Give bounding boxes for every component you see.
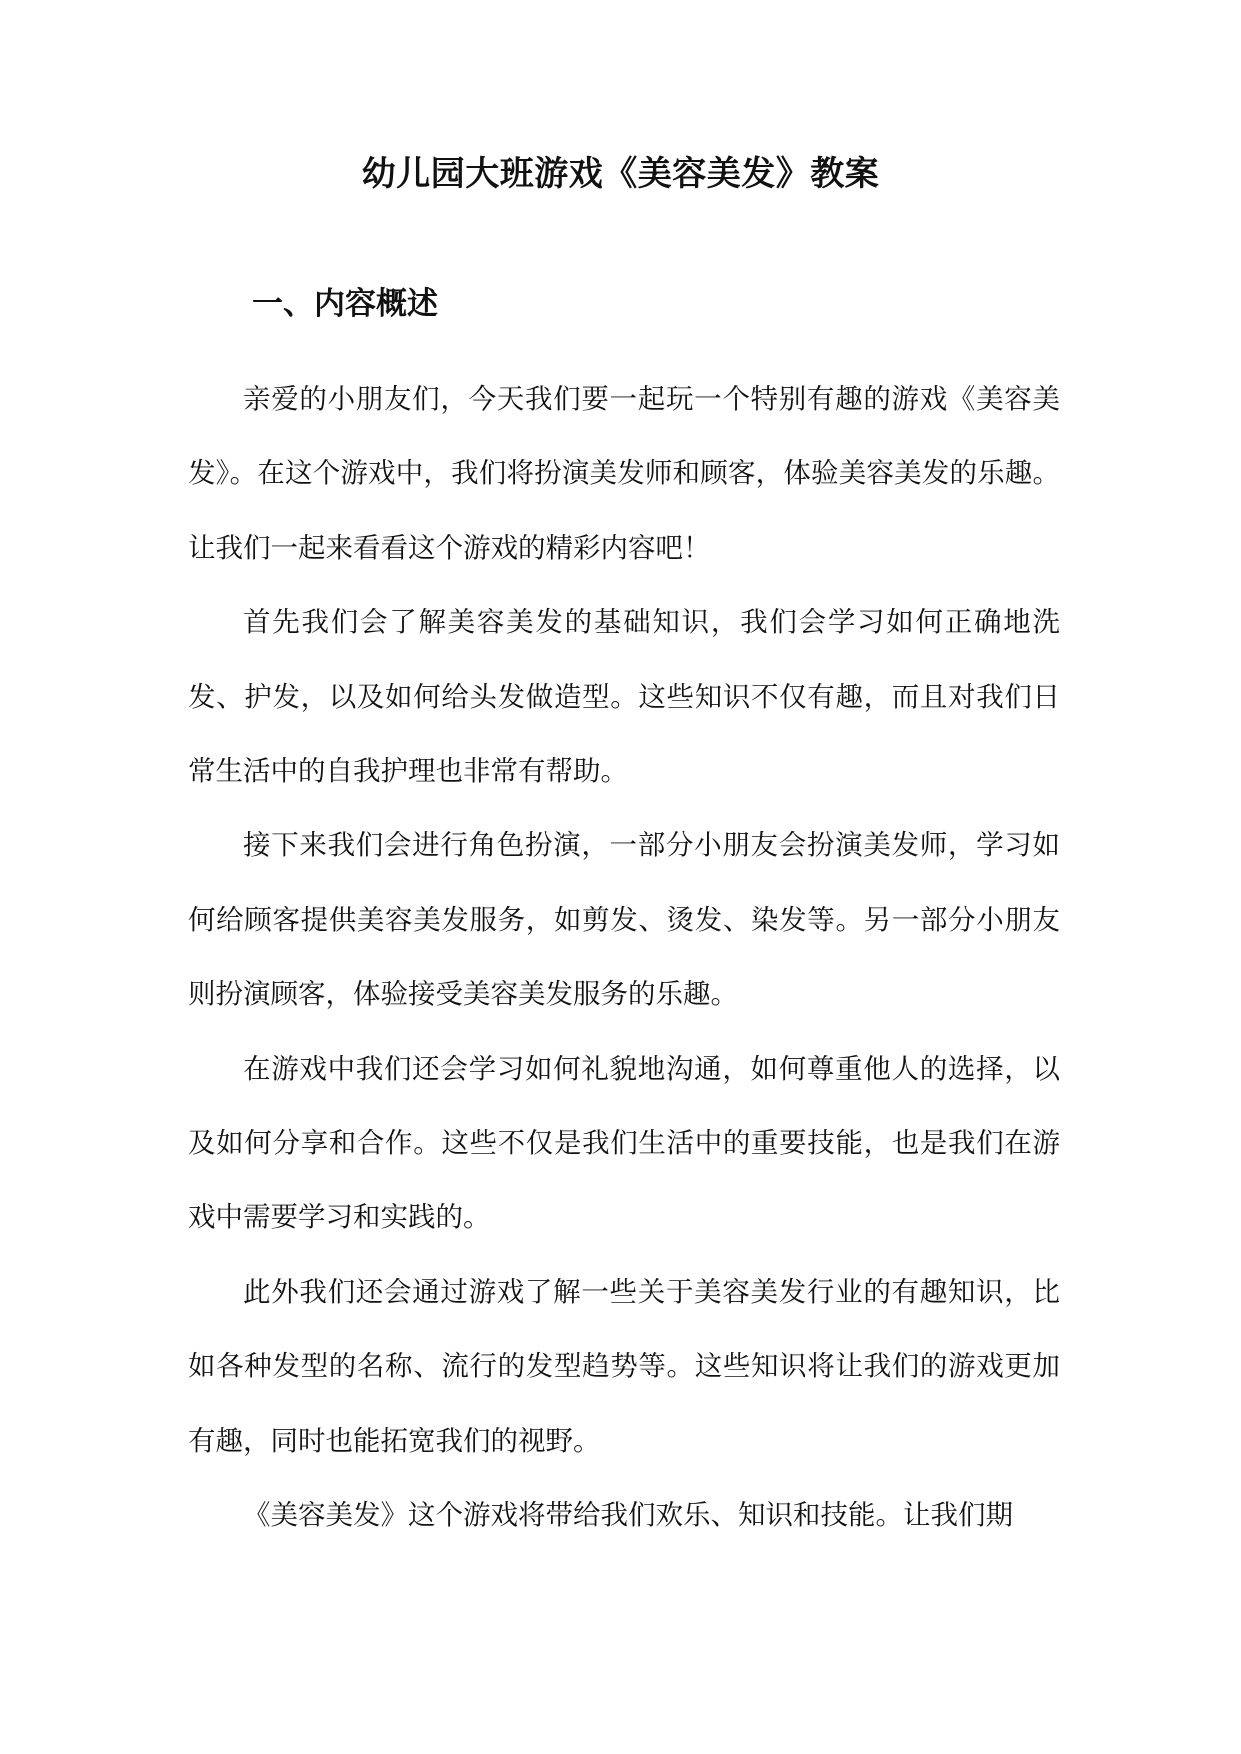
document-title: 幼儿园大班游戏《美容美发》教案	[361, 154, 880, 194]
section-heading: 一、内容概述	[252, 286, 438, 322]
paragraph-2: 首先我们会了解美容美发的基础知识，我们会学习如何正确地洗发、护发，以及如何给头发做造型。这些知识不仅有趣，而且对我们日常生活中的自我护理也非常有帮助。	[188, 606, 1060, 788]
paragraph-5: 此外我们还会通过游戏了解一些关于美容美发行业的有趣知识，比如各种发型的名称、流行的发型趋势等。这些知识将让我们的游戏更加有趣，同时也能拓宽我们的视野。	[188, 1275, 1060, 1457]
document-body	[188, 362, 1060, 1553]
paragraph-3: 接下来我们会进行角色扮演，一部分小朋友会扮演美发师，学习如何给顾客提供美容美发服务，如剪发、烫发、染发等。另一部分小朋友则扮演顾客，体验接受美容美发服务的乐趣。	[188, 829, 1060, 1011]
paragraph-6: 《美容美发》这个游戏将带给我们欢乐、知识和技能。让我们期	[243, 1499, 1013, 1532]
paragraph-1: 亲爱的小朋友们，今天我们要一起玩一个特别有趣的游戏《美容美发》。在这个游戏中，我们将扮演美发师和顾客，体验美容美发的乐趣。让我们一起来看看这个游戏的精彩内容吧！	[188, 383, 1060, 564]
paragraph-4: 在游戏中我们还会学习如何礼貌地沟通，如何尊重他人的选择，以及如何分享和合作。这些不仅是我们生活中的重要技能，也是我们在游戏中需要学习和实践的。	[188, 1052, 1060, 1234]
